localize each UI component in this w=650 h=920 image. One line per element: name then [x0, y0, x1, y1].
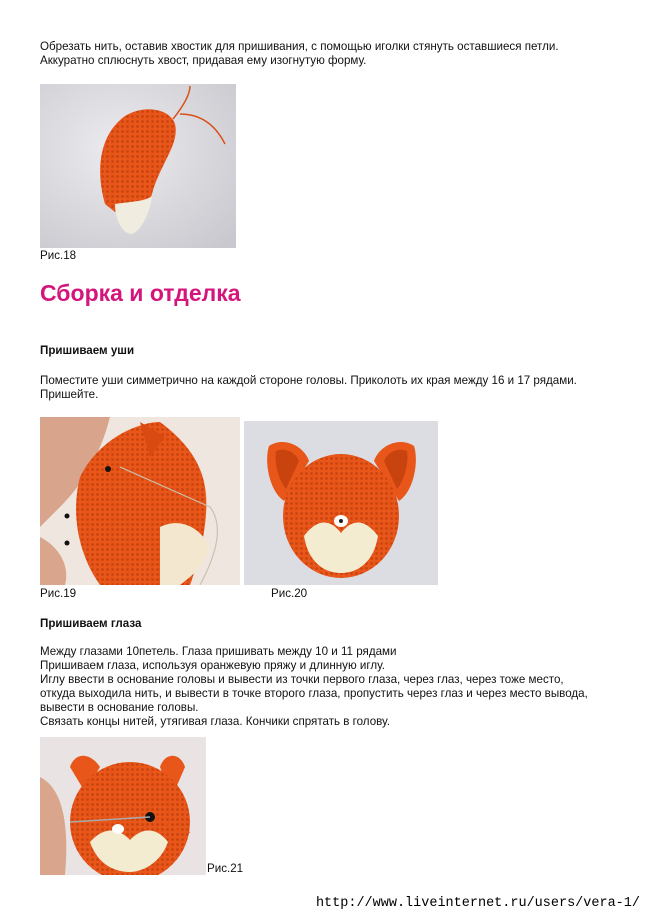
- fox-head-photo: [244, 421, 438, 585]
- eyes-line: Между глазами 10петель. Глаза пришивать между 10 и 11 рядами: [40, 645, 397, 658]
- tail-photo: [40, 84, 236, 248]
- eyes-instructions: [40, 645, 600, 729]
- ears-heading: Пришиваем уши: [40, 344, 135, 357]
- eyes-line: Иглу ввести в основание головы и вывести из точки первого глаза, через глаз, через тоже место, откуда выходила нить, и вывести в точке второго глаза, пропустить через глаз и через место вывода, вывести в основание головы.: [40, 673, 588, 714]
- eyes-line: Связать концы нитей, утягивая глаза. Кончики спрятать в голову.: [40, 715, 390, 728]
- eyes-heading: Пришиваем глаза: [40, 617, 142, 630]
- eyes-sewing-photo: [40, 737, 206, 875]
- footer-url[interactable]: http://www.liveinternet.ru/users/vera-1/: [315, 896, 640, 911]
- caption-fig21: Рис.21: [207, 862, 244, 875]
- section-title: Сборка и отделка: [40, 280, 241, 306]
- intro-text: Обрезать нить, оставив хвостик для пришивания, с помощью иголки стянуть оставшиеся петли. Аккуратно сплюснуть хвост, придавая ему изогнутую форму.: [40, 40, 559, 67]
- ears-text: Поместите уши симметрично на каждой стороне головы. Приколоть их края между 16 и 17 рядами. Пришейте.: [40, 374, 577, 401]
- ears-pinning-photo: [40, 417, 240, 585]
- caption-fig18: Рис.18: [40, 249, 77, 262]
- caption-fig20: Рис.20: [271, 587, 308, 600]
- eyes-line: Пришиваем глаза, используя оранжевую пряжу и длинную иглу.: [40, 659, 385, 672]
- caption-fig19: Рис.19: [40, 587, 77, 600]
